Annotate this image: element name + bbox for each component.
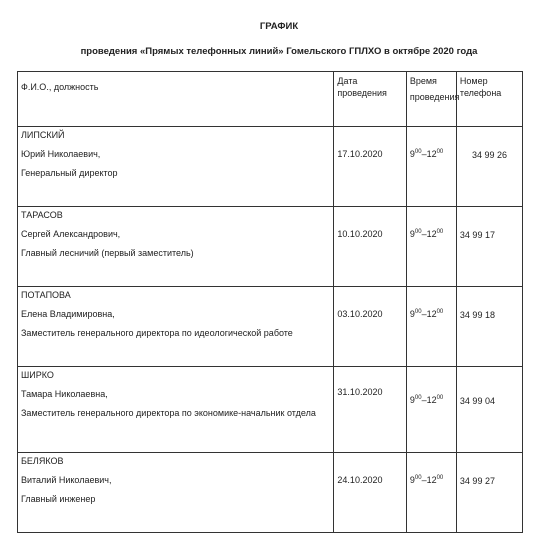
person-cell bbox=[18, 127, 334, 207]
person-position: Главный инженер bbox=[21, 494, 96, 504]
person-surname: БЕЛЯКОВ bbox=[21, 456, 64, 466]
document-subtitle: проведения «Прямых телефонных линий» Гомельского ГПЛХО в октябре 2020 года bbox=[80, 46, 478, 57]
phone-cell: 34 99 17 bbox=[456, 207, 522, 287]
person-cell bbox=[18, 207, 334, 287]
schedule-table bbox=[17, 71, 523, 533]
time-cell: $9^{00}-12^{00}$ bbox=[406, 127, 456, 207]
header-name: Ф.И.О., должность bbox=[18, 72, 334, 127]
document-title: ГРАФИК bbox=[259, 21, 299, 32]
phone-cell: 34 99 26 bbox=[456, 127, 522, 207]
date-cell: 17.10.2020 bbox=[334, 127, 406, 207]
header-phone: Номер телефона bbox=[456, 72, 522, 127]
phone-cell: 34 99 04 bbox=[456, 367, 522, 453]
person-given-name: Тамара Николаевна, bbox=[21, 389, 108, 399]
person-surname: ЛИПСКИЙ bbox=[21, 130, 65, 140]
person-position: Главный лесничий (первый заместитель) bbox=[21, 248, 194, 258]
phone-cell: 34 99 18 bbox=[456, 287, 522, 367]
date-cell: 24.10.2020 bbox=[334, 453, 406, 533]
date-cell: 10.10.2020 bbox=[334, 207, 406, 287]
person-given-name: Юрий Николаевич, bbox=[21, 149, 101, 159]
table-row bbox=[18, 287, 523, 367]
phone-cell: 34 99 27 bbox=[456, 453, 522, 533]
table-header-row bbox=[18, 72, 523, 127]
person-given-name: Елена Владимировна, bbox=[21, 309, 115, 319]
person-cell bbox=[18, 367, 334, 453]
person-surname: ТАРАСОВ bbox=[21, 210, 63, 220]
table-row bbox=[18, 367, 523, 453]
person-position: Заместитель генерального директора по идеологической работе bbox=[21, 328, 293, 338]
time-cell: $9^{00}-12^{00}$ bbox=[406, 453, 456, 533]
person-given-name: Сергей Александрович, bbox=[21, 229, 121, 239]
person-position: Заместитель генерального директора по экономике-начальник отдела bbox=[21, 408, 316, 418]
person-cell bbox=[18, 287, 334, 367]
table-row bbox=[18, 127, 523, 207]
header-time: Время проведения bbox=[406, 72, 456, 127]
header-date: Дата проведения bbox=[334, 72, 406, 127]
person-given-name: Виталий Николаевич, bbox=[21, 475, 112, 485]
person-surname: ПОТАПОВА bbox=[21, 290, 71, 300]
date-cell: 31.10.2020 bbox=[334, 367, 406, 453]
time-cell: $9^{00}-12^{00}$ bbox=[406, 367, 456, 453]
time-cell: $9^{00}-12^{00}$ bbox=[406, 207, 456, 287]
person-surname: ШИРКО bbox=[21, 370, 54, 380]
table-row bbox=[18, 453, 523, 533]
person-position: Генеральный директор bbox=[21, 168, 118, 178]
time-cell: $9^{00}-12^{00}$ bbox=[406, 287, 456, 367]
table-row bbox=[18, 207, 523, 287]
person-cell bbox=[18, 453, 334, 533]
date-cell: 03.10.2020 bbox=[334, 287, 406, 367]
